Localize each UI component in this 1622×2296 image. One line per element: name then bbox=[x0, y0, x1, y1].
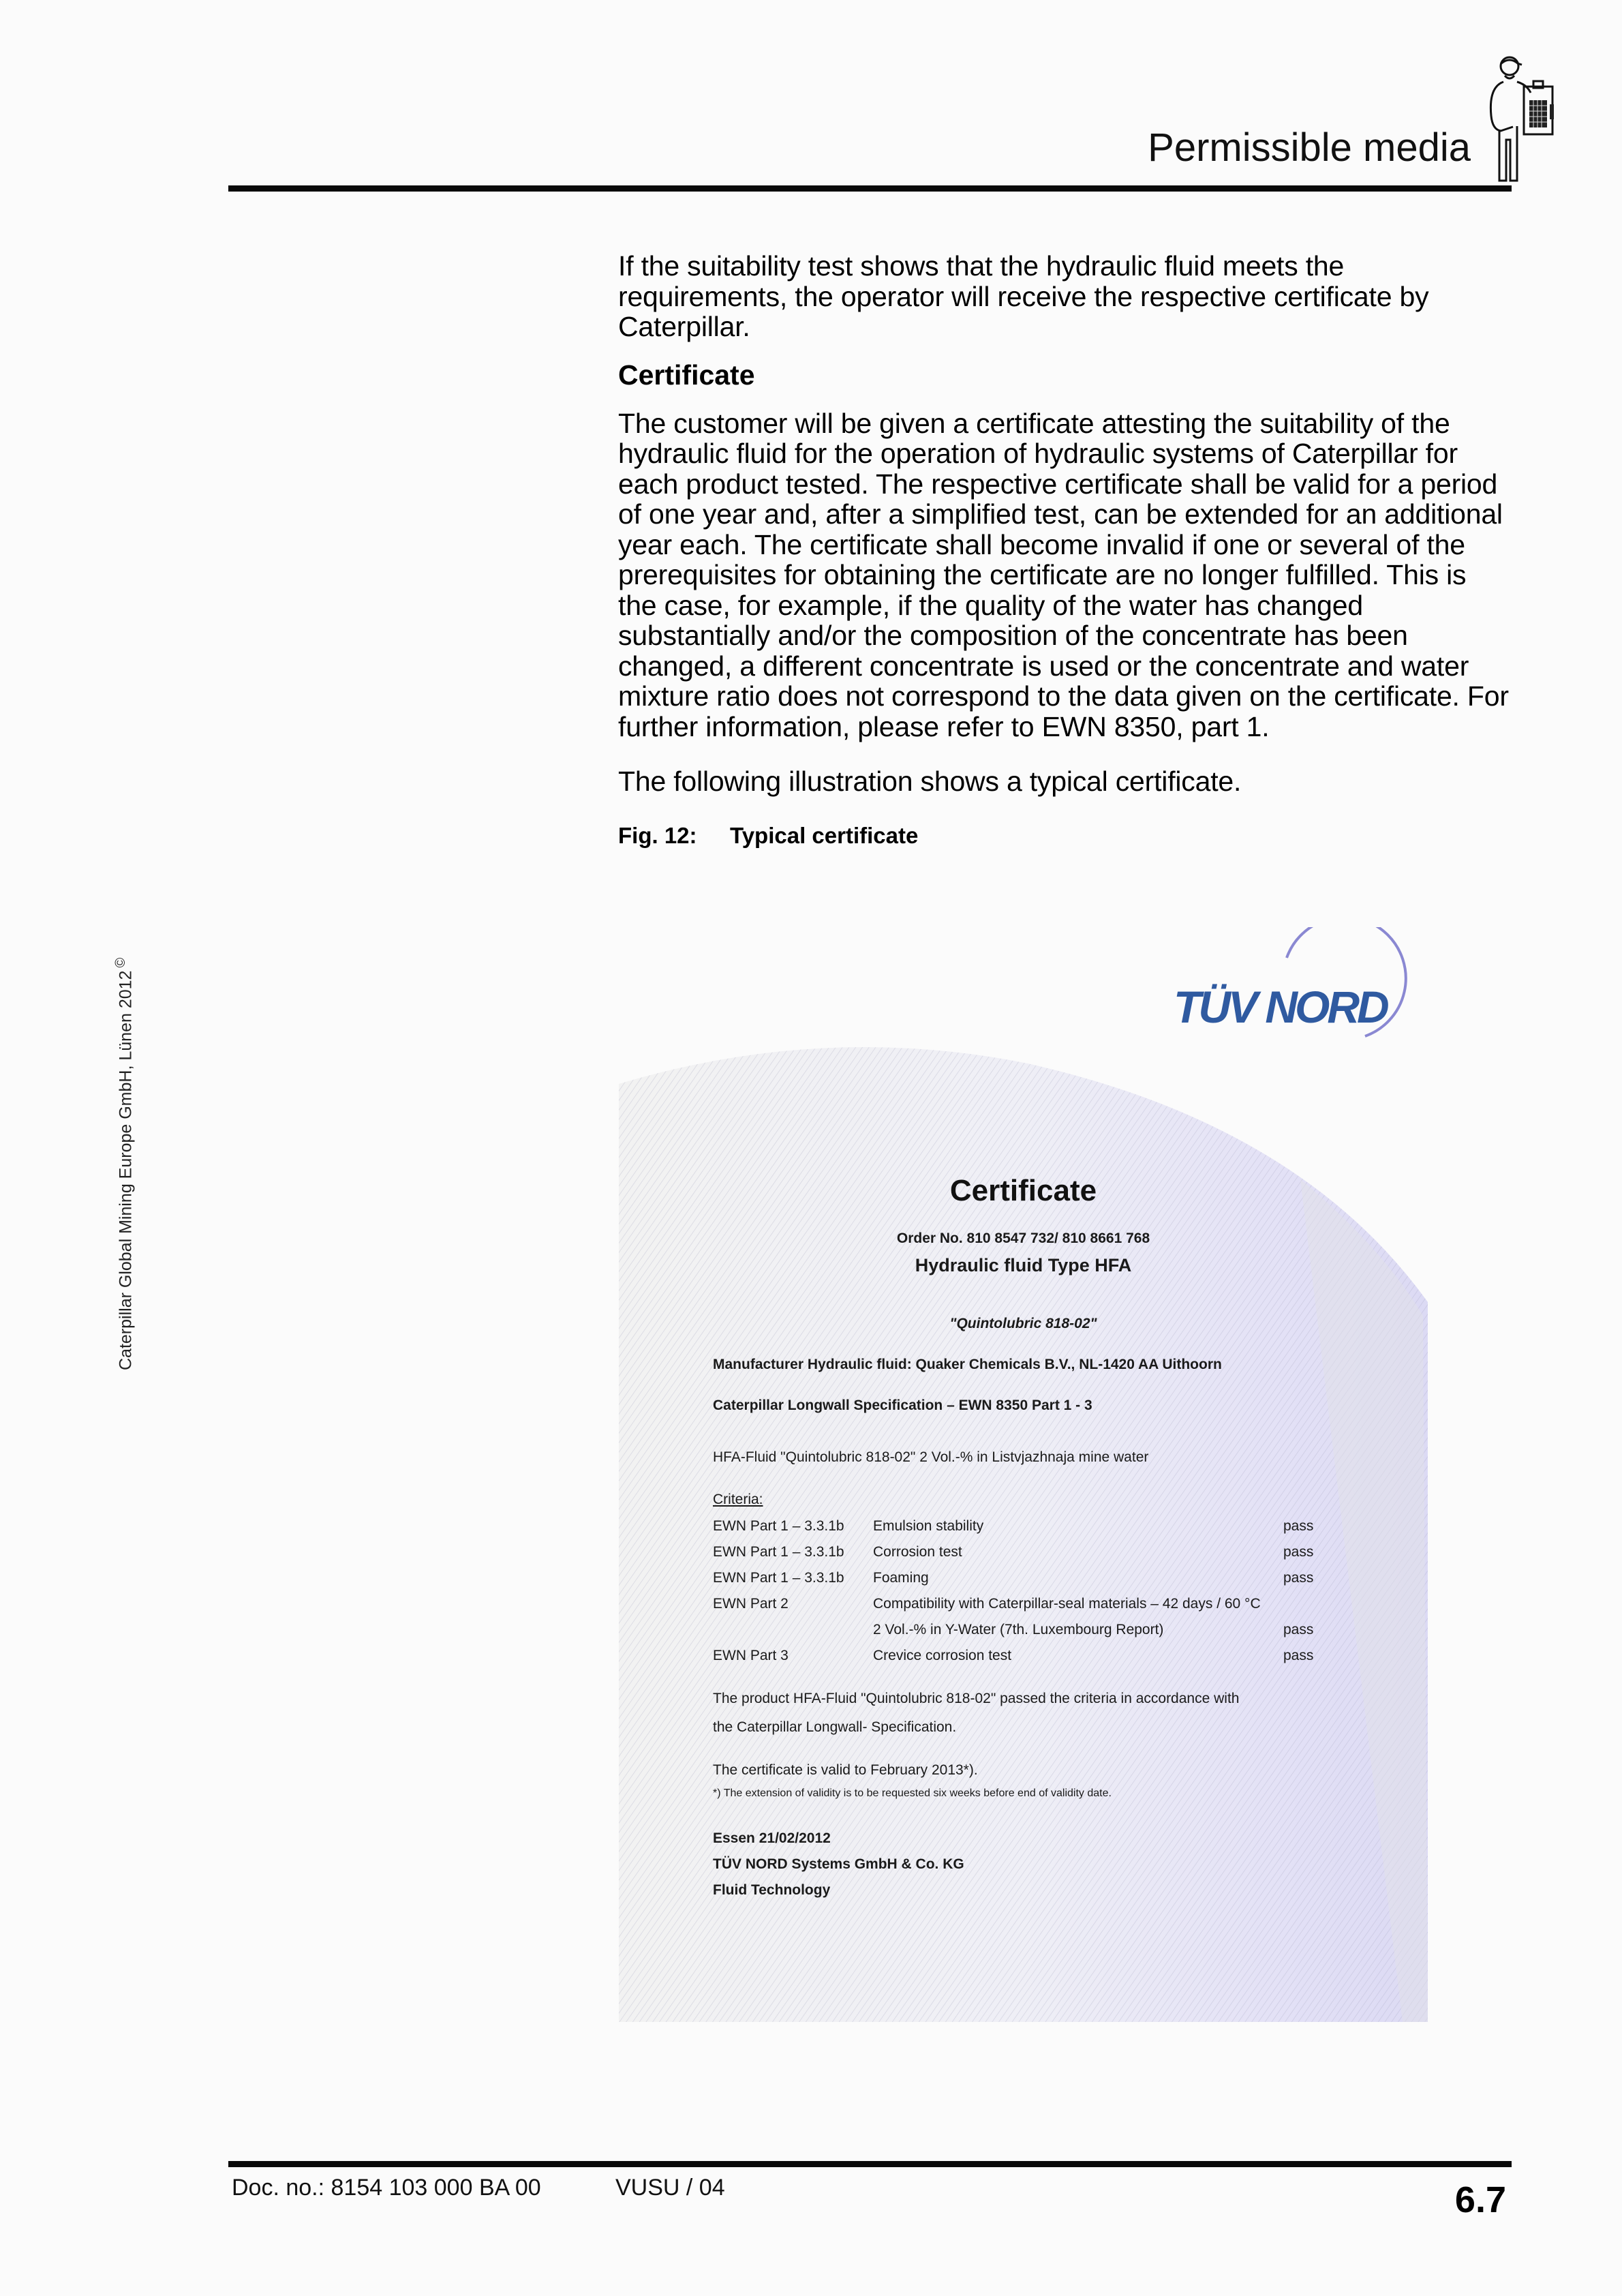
criteria-ref: EWN Part 1 – 3.3.1b bbox=[713, 1544, 844, 1560]
footer-revision: VUSU / 04 bbox=[615, 2175, 725, 2201]
criteria-result: pass bbox=[1283, 1570, 1314, 1586]
criteria-result: pass bbox=[1283, 1518, 1314, 1534]
certificate-product-name: "Quintolubric 818-02" bbox=[949, 1316, 1097, 1331]
certificate-fluid-mix: HFA-Fluid "Quintolubric 818-02" 2 Vol.-% in Listvjazhnaja mine water bbox=[713, 1449, 1149, 1465]
svg-text:TÜV NORD: TÜV NORD bbox=[1174, 982, 1387, 1032]
main-content bbox=[618, 251, 1511, 849]
figure-number: Fig. 12: bbox=[618, 822, 697, 848]
illustration-paragraph: The following illustration shows a typical certificate. bbox=[618, 766, 1242, 797]
certificate-signature-dept: Fluid Technology bbox=[713, 1882, 831, 1898]
certificate-manufacturer: Manufacturer Hydraulic fluid: Quaker Chemicals B.V., NL-1420 AA Uithoorn bbox=[713, 1357, 1222, 1372]
page-header-title: Permissible media bbox=[1148, 125, 1471, 170]
certificate-signature-org: TÜV NORD Systems GmbH & Co. KG bbox=[713, 1856, 964, 1872]
header-divider bbox=[228, 185, 1512, 192]
footer-divider bbox=[228, 2161, 1512, 2167]
side-copyright bbox=[113, 958, 136, 1370]
criteria-test: Foaming bbox=[873, 1570, 929, 1586]
certificate-validity: The certificate is valid to February 2013*). bbox=[713, 1762, 978, 1778]
certificate-image bbox=[619, 1043, 1428, 2022]
certificate-signature-date: Essen 21/02/2012 bbox=[713, 1830, 831, 1846]
page-number: 6.7 bbox=[1454, 2179, 1506, 2220]
criteria-test: Emulsion stability bbox=[873, 1518, 984, 1534]
section-heading-certificate: Certificate bbox=[618, 359, 755, 391]
intro-paragraph: If the suitability test shows that the hydraulic fluid meets the requirements, the operator will receive the respective certificate by Caterpillar. bbox=[618, 250, 1429, 342]
certificate-specification: Caterpillar Longwall Specification – EWN 8350 Part 1 - 3 bbox=[713, 1398, 1092, 1413]
criteria-test: Compatibility with Caterpillar-seal materials – 42 days / 60 °C bbox=[873, 1596, 1261, 1612]
copyright-symbol: © bbox=[113, 957, 128, 968]
figure-title: Typical certificate bbox=[730, 822, 919, 848]
criteria-test: 2 Vol.-% in Y-Water (7th. Luxembourg Report) bbox=[873, 1622, 1164, 1637]
certificate-title: Certificate bbox=[949, 1174, 1097, 1207]
criteria-ref: EWN Part 1 – 3.3.1b bbox=[713, 1518, 844, 1534]
certificate-conclusion-line2: the Caterpillar Longwall- Specification. bbox=[713, 1719, 957, 1735]
certificate-paragraph: The customer will be given a certificate attesting the suitability of the hydraulic fluid for the operation of hydraulic systems of Caterpillar for each product tested. The respective certificate shall be valid for a period of one year and, after a simplified test, can be extended for an additional year each. The certificate shall become invalid if one or several of the prerequisites for obtaining the certificate are no longer fulfilled. This is the case, for example, if the quality of the water has changed substantially and/or the composition of the concentrate has been changed, a different concentrate is used or the concentrate and water mixture ratio does not correspond to the data given on the certificate. For further information, please refer to EWN 8350, part 1. bbox=[618, 407, 1509, 742]
worker-with-clipboard-icon bbox=[1479, 51, 1565, 184]
certificate-fluid-type: Hydraulic fluid Type HFA bbox=[915, 1255, 1132, 1275]
criteria-ref: EWN Part 1 – 3.3.1b bbox=[713, 1570, 844, 1586]
criteria-result: pass bbox=[1283, 1622, 1314, 1637]
criteria-result: pass bbox=[1283, 1544, 1314, 1560]
certificate-footnote: *) The extension of validity is to be requested six weeks before end of validity date. bbox=[713, 1787, 1112, 1799]
certificate-content bbox=[619, 1043, 1428, 2022]
certificate-order-number: Order No. 810 8547 732/ 810 8661 768 bbox=[896, 1230, 1150, 1246]
footer-doc-number: Doc. no.: 8154 103 000 BA 00 bbox=[232, 2175, 541, 2201]
tuv-nord-logo-icon bbox=[1171, 927, 1409, 1046]
certificate-criteria-label: Criteria: bbox=[713, 1492, 763, 1507]
copyright-text: Caterpillar Global Mining Europe GmbH, Lünen 2012 bbox=[116, 970, 136, 1370]
criteria-result: pass bbox=[1283, 1648, 1314, 1663]
criteria-test: Crevice corrosion test bbox=[873, 1648, 1012, 1663]
certificate-conclusion-line1: The product HFA-Fluid "Quintolubric 818-02" passed the criteria in accordance with bbox=[713, 1691, 1240, 1706]
criteria-ref: EWN Part 3 bbox=[713, 1648, 789, 1663]
criteria-test: Corrosion test bbox=[873, 1544, 962, 1560]
criteria-ref: EWN Part 2 bbox=[713, 1596, 789, 1612]
figure-caption bbox=[618, 823, 1511, 849]
